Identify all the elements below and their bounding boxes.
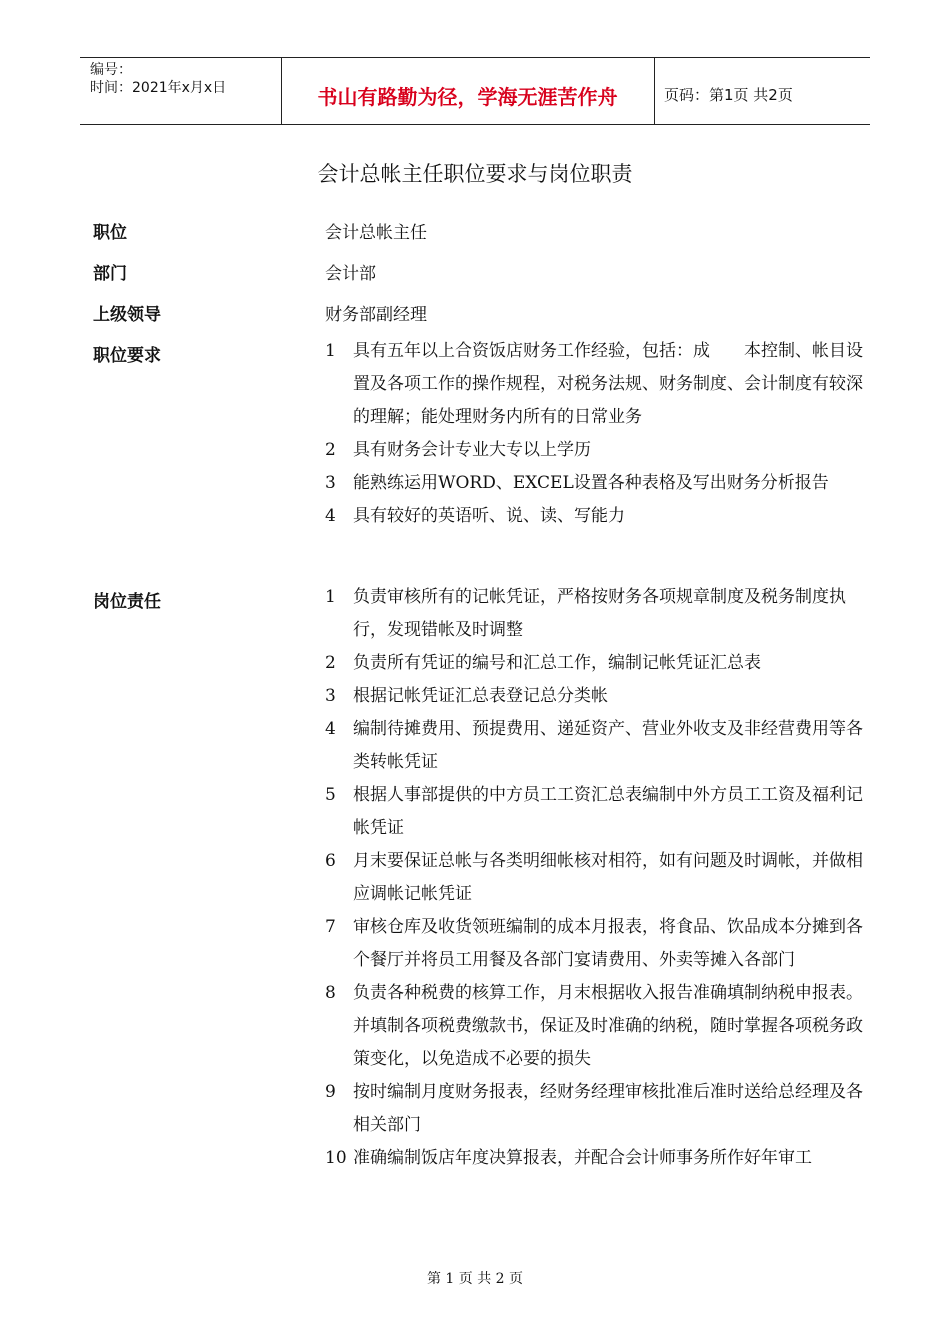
item-number: 1 <box>325 341 336 361</box>
supervisor-value: 财务部副经理 <box>325 305 427 325</box>
list-item <box>325 1076 870 1142</box>
time-label: 时间：2021年x月x日 <box>90 80 227 96</box>
item-text: 审核仓库及收货领班编制的成本月报表，将食品、饮品成本分摊到各个餐厅并将员工用餐及各部门宴请费用、外卖等摊入各部门 <box>353 917 863 970</box>
page-code: 页码：第1页 共2页 <box>664 86 793 104</box>
list-item <box>325 779 870 845</box>
item-number: 3 <box>325 473 336 493</box>
item-text: 负责各种税费的核算工作，月末根据收入报告准确填制纳税申报表。并填制各项税费缴款书，保证及时准确的纳税，随时掌握各项税务政策变化，以免造成不必要的损失 <box>353 983 863 1069</box>
item-number: 5 <box>325 785 336 805</box>
motto: 书山有路勤为径，学海无涯苦作舟 <box>317 85 618 109</box>
document-title: 会计总帐主任职位要求与岗位职责 <box>317 162 633 186</box>
responsibilities-label: 岗位责任 <box>93 592 161 612</box>
position-label: 职位 <box>93 223 127 243</box>
requirements-label: 职位要求 <box>93 346 161 366</box>
list-item <box>325 467 870 500</box>
item-text: 具有较好的英语听、说、读、写能力 <box>353 506 625 526</box>
list-item <box>325 647 870 680</box>
item-number: 2 <box>325 440 336 460</box>
item-text: 具有五年以上合资饭店财务工作经验，包括：成 本控制、帐目设置及各项工作的操作规程，对税务法规、财务制度、会计制度有较深的理解；能处理财务内所有的日常业务 <box>353 341 863 427</box>
list-item <box>325 581 870 647</box>
item-text: 根据记帐凭证汇总表登记总分类帐 <box>353 686 608 706</box>
list-item <box>325 500 870 533</box>
item-text: 能熟练运用WORD、EXCEL设置各种表格及写出财务分析报告 <box>353 473 829 493</box>
item-number: 7 <box>325 917 336 937</box>
item-text: 具有财务会计专业大专以上学历 <box>353 440 591 460</box>
serial-label: 编号： <box>90 62 132 78</box>
supervisor-label: 上级领导 <box>93 305 161 325</box>
list-item <box>325 680 870 713</box>
list-item <box>325 977 870 1076</box>
position-value: 会计总帐主任 <box>325 223 427 243</box>
item-text: 负责审核所有的记帐凭证，严格按财务各项规章制度及税务制度执行，发现错帐及时调整 <box>353 587 846 640</box>
item-text: 根据人事部提供的中方员工工资汇总表编制中外方员工工资及福利记帐凭证 <box>353 785 863 838</box>
list-item <box>325 335 870 434</box>
list-item <box>325 845 870 911</box>
list-item <box>325 1142 870 1175</box>
item-text: 月末要保证总帐与各类明细帐核对相符，如有问题及时调帐，并做相应调帐记帐凭证 <box>353 851 863 904</box>
requirements-list <box>325 335 870 533</box>
department-label: 部门 <box>93 264 127 284</box>
header-meta-cell <box>80 58 282 124</box>
item-number: 10 <box>325 1148 347 1168</box>
item-number: 8 <box>325 983 336 1003</box>
header-motto-cell <box>281 58 655 124</box>
list-item <box>325 713 870 779</box>
item-text: 准确编制饭店年度决算报表，并配合会计师事务所作好年审工 <box>353 1148 812 1168</box>
item-number: 4 <box>325 719 336 739</box>
item-number: 2 <box>325 653 336 673</box>
item-number: 1 <box>325 587 336 607</box>
item-text: 按时编制月度财务报表，经财务经理审核批准后准时送给总经理及各相关部门 <box>353 1082 863 1135</box>
item-number: 9 <box>325 1082 336 1102</box>
list-item <box>325 911 870 977</box>
item-number: 4 <box>325 506 336 526</box>
list-item <box>325 434 870 467</box>
page-header <box>80 57 870 125</box>
header-page-cell <box>654 58 870 124</box>
item-text: 编制待摊费用、预提费用、递延资产、营业外收支及非经营费用等各类转帐凭证 <box>353 719 863 772</box>
item-number: 3 <box>325 686 336 706</box>
responsibilities-list <box>325 581 870 1175</box>
item-text: 负责所有凭证的编号和汇总工作，编制记帐凭证汇总表 <box>353 653 761 673</box>
department-value: 会计部 <box>325 264 376 284</box>
item-number: 6 <box>325 851 336 871</box>
page-footer: 第 1 页 共 2 页 <box>426 1271 524 1287</box>
